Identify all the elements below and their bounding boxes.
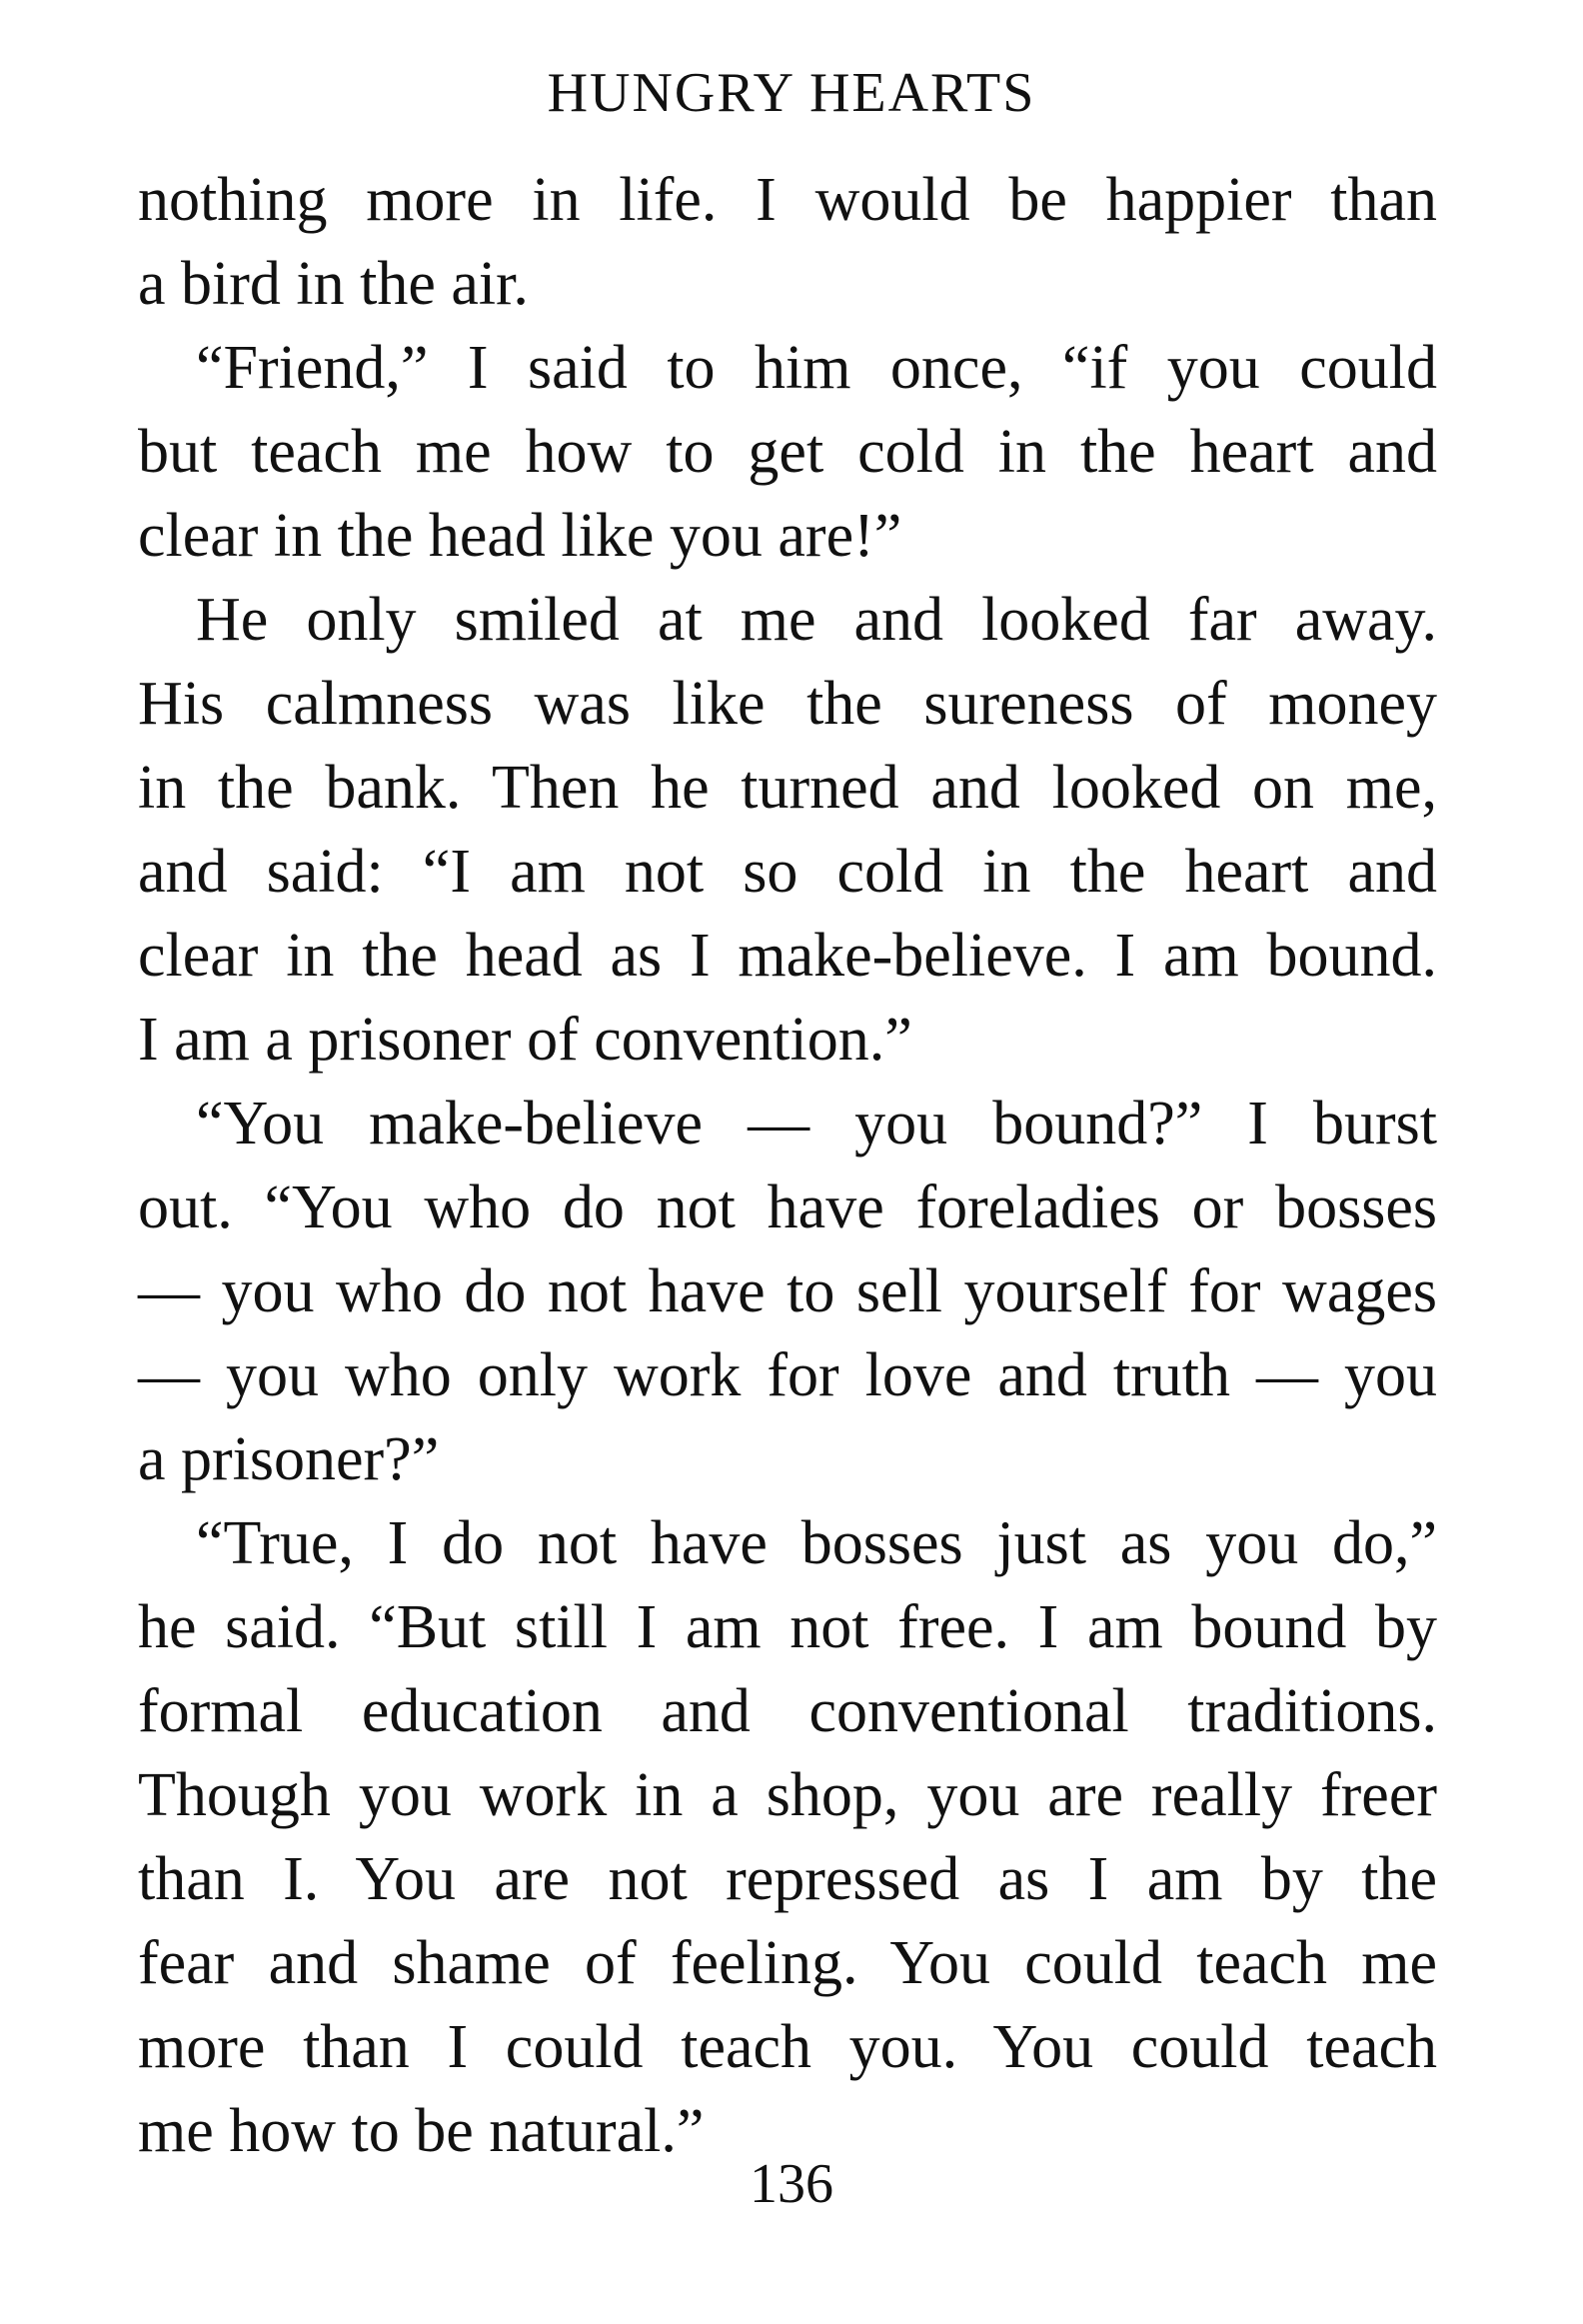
text-line: fear and shame of feeling. You could teach me (138, 1929, 1437, 1997)
text-line: a bird in the air. (138, 250, 529, 318)
text-line: more than I could teach you. You could teach (138, 2013, 1437, 2081)
text-line: Though you work in a shop, you are really freer (138, 1761, 1437, 1829)
text-line: and said: “I am not so cold in the heart and (138, 838, 1437, 906)
text-line: — you who only work for love and truth — you (138, 1341, 1437, 1409)
text-line: a prisoner?” (138, 1425, 440, 1493)
body-text (138, 158, 1437, 2173)
text-line: “True, I do not have bosses just as you do,” (196, 1509, 1437, 1577)
text-line: clear in the head as I make-believe. I am bound. (138, 922, 1437, 990)
text-line: He only smiled at me and looked far away. (196, 586, 1437, 654)
page-number: 136 (750, 2153, 833, 2215)
text-line: His calmness was like the sureness of money (138, 670, 1437, 738)
text-line: in the bank. Then he turned and looked on me, (138, 754, 1437, 822)
text-line: “Friend,” I said to him once, “if you could (196, 334, 1437, 402)
text-line: he said. “But still I am not free. I am bound by (138, 1593, 1437, 1661)
text-line: “You make-believe — you bound?” I burst (196, 1090, 1437, 1158)
text-line: I am a prisoner of convention.” (138, 1006, 912, 1074)
text-line: — you who do not have to sell yourself for wages (138, 1257, 1437, 1325)
text-line: formal education and conventional traditions. (138, 1677, 1437, 1745)
text-line: than I. You are not repressed as I am by the (138, 1845, 1437, 1913)
text-line: me how to be natural.” (138, 2097, 705, 2165)
text-line: out. “You who do not have foreladies or bosses (138, 1173, 1437, 1241)
text-line: but teach me how to get cold in the heart and (138, 418, 1437, 486)
running-head: HUNGRY HEARTS (547, 62, 1036, 124)
text-line: clear in the head like you are!” (138, 502, 902, 570)
text-line: nothing more in life. I would be happier than (138, 166, 1437, 234)
